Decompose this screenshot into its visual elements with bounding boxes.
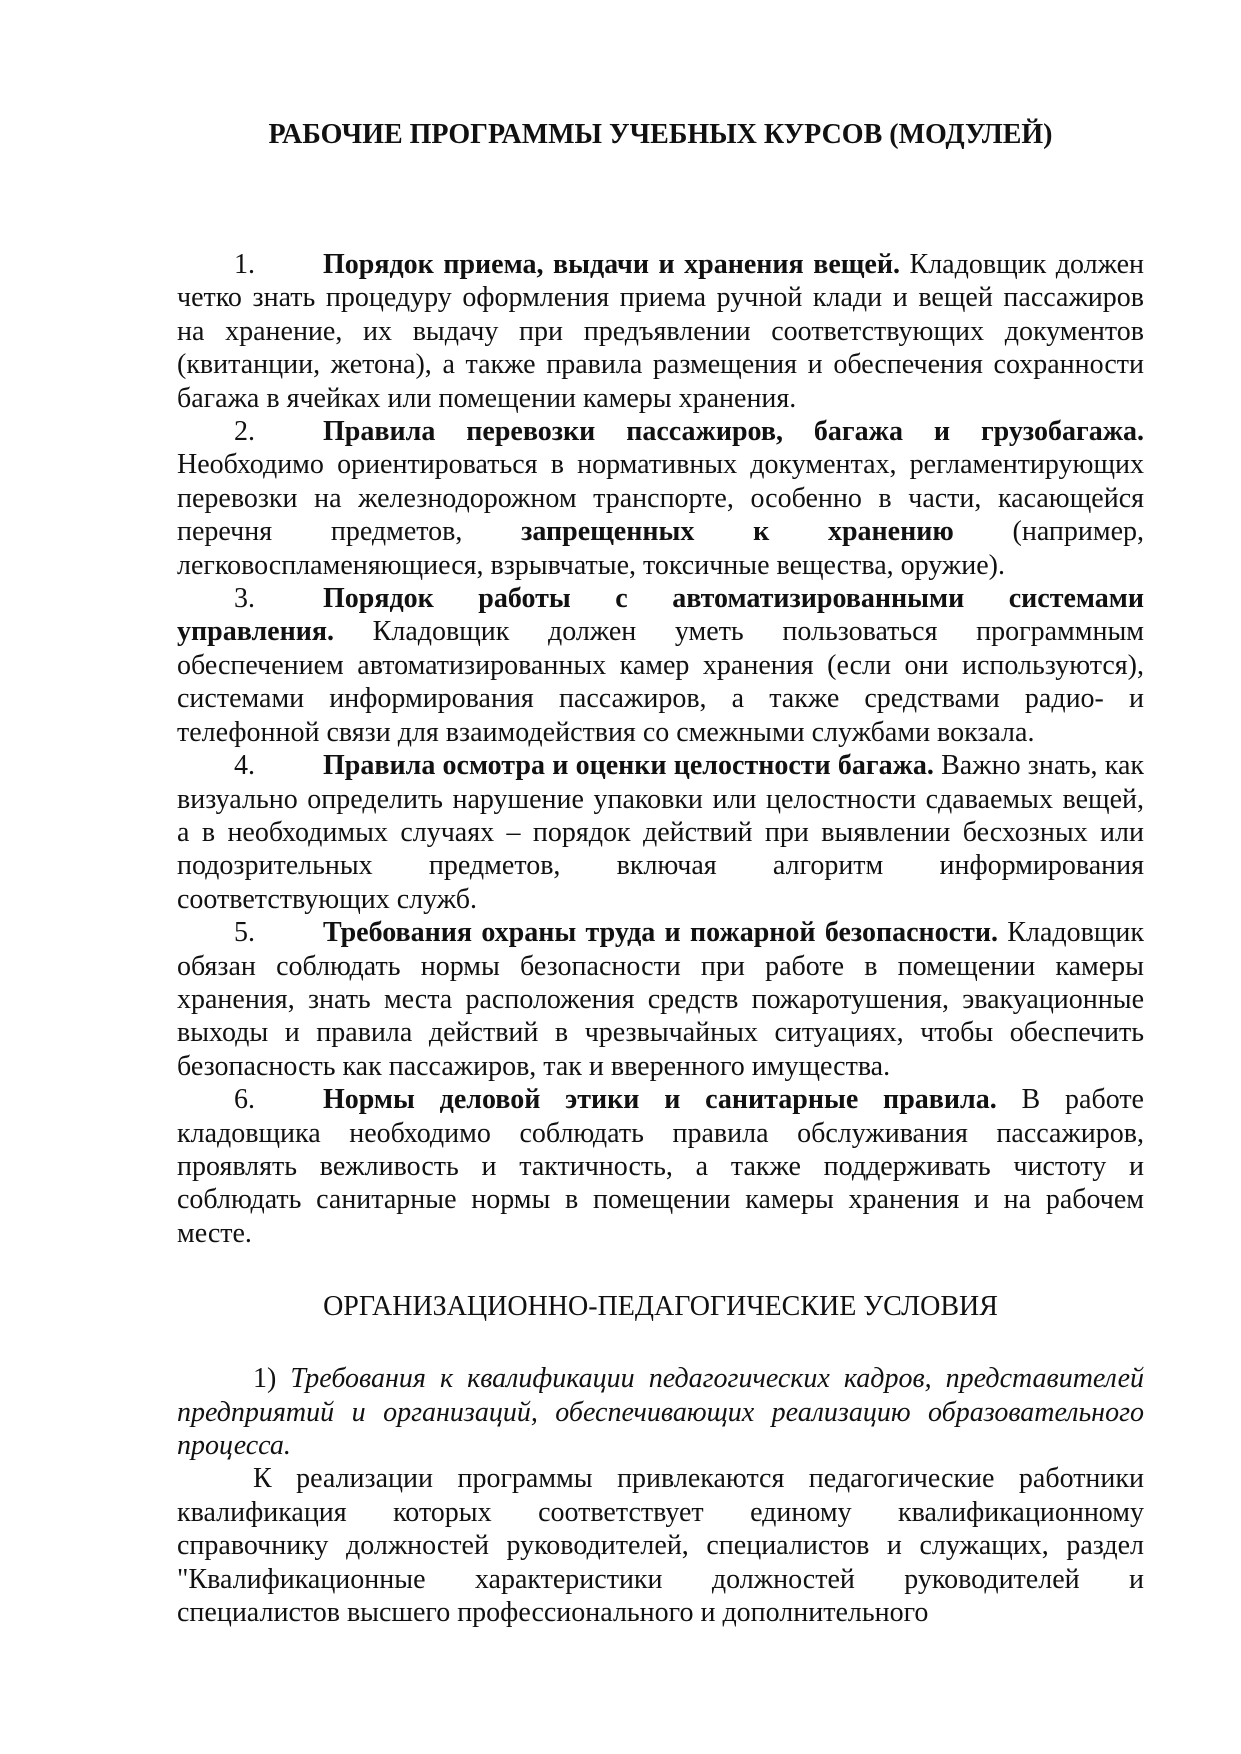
item-heading: Правила осмотра и оценки целостности багажа. bbox=[323, 750, 934, 782]
item-text: В работе кладовщика необходимо соблюдать правила обслуживания пассажиров, проявлять вежливость и тактичность, а также поддерживать чистоту и соблюдать санитарные нормы в помещении камеры хранения и на рабочем месте. bbox=[177, 1084, 1144, 1249]
list-item-4 bbox=[177, 749, 1144, 916]
course-modules-list bbox=[177, 248, 1144, 1250]
item-number: 2. bbox=[234, 416, 255, 448]
list-item-3 bbox=[177, 582, 1144, 749]
item-number: 1. bbox=[234, 249, 255, 280]
section-title: ОРГАНИЗАЦИОННО-ПЕДАГОГИЧЕСКИЕ УСЛОВИЯ bbox=[323, 1291, 998, 1323]
item-text: Важно знать, как визуально определить нарушение упаковки или целостности сдаваемых вещей, а в необходимых случаях – порядок действий при выявлении бесхозных или подозрительных предметов, включая алгоритм информирования соответствующих служб. bbox=[177, 750, 1144, 915]
item-heading: Требования охраны труда и пожарной безопасности. bbox=[323, 917, 998, 949]
page-title: РАБОЧИЕ ПРОГРАММЫ УЧЕБНЫХ КУРСОВ (МОДУЛЕЙ) bbox=[268, 119, 1053, 150]
list-item-2 bbox=[177, 415, 1144, 582]
item-text: Кладовщик должен четко знать процедуру оформления приема ручной клади и вещей пассажиров на хранение, их выдачу при предъявлении соответствующих документов (квитанции, жетона), а также правила размещения и обеспечения сохранности багажа в ячейках или помещении камеры хранения. bbox=[177, 249, 1144, 414]
list-item-1 bbox=[177, 248, 1144, 415]
item-text: Кладовщик должен уметь пользоваться программным обеспечением автоматизированных камер хранения (если они используются), системами информирования пассажиров, а также средствами радио- и телефонной связи для взаимодействия со смежными службами вокзала. bbox=[177, 616, 1144, 748]
item-text: Кладовщик обязан соблюдать нормы безопасности при работе в помещении камеры хранения, знать места расположения средств пожаротушения, эвакуационные выходы и правила действий в чрезвычайных ситуациях, чтобы обеспечить безопасность как пассажиров, так и вверенного имущества. bbox=[177, 917, 1144, 1082]
item-heading: Порядок работы с автоматизированными системами управления. bbox=[177, 583, 1144, 648]
page-content bbox=[177, 118, 1144, 1629]
item-text-after: (например, легковоспламеняющиеся, взрывчатые, токсичные вещества, оружие). bbox=[177, 516, 1144, 581]
item-number: 5. bbox=[234, 917, 255, 949]
item-emphasis: запрещенных к хранению bbox=[521, 516, 954, 548]
item-text: Необходимо ориентироваться в нормативных документах, регламентирующих перевозки на железнодорожном транспорте, особенно в части, касающейся перечня предметов, bbox=[177, 449, 1144, 548]
body-paragraph: К реализации программы привлекаются педагогические работники квалификация которых соответствует единому квалификационному справочнику должностей руководителей, специалистов и служащих, раздел "Квалификационные характеристики должностей руководителей и специалистов высшего профессионального и дополнительного bbox=[177, 1463, 1144, 1629]
subsection-title: Требования к квалификации педагогических кадров, представителей предприятий и организаций, обеспечивающих реализацию образовательного процесса. bbox=[177, 1363, 1144, 1461]
list-item-5 bbox=[177, 916, 1144, 1083]
item-number: 3. bbox=[234, 583, 255, 615]
item-heading: Порядок приема, выдачи и хранения вещей. bbox=[323, 249, 900, 280]
item-heading: Нормы деловой этики и санитарные правила. bbox=[323, 1084, 997, 1116]
item-number: 4. bbox=[234, 750, 255, 782]
list-item-6 bbox=[177, 1083, 1144, 1250]
subsection-heading bbox=[177, 1362, 1144, 1462]
item-number: 6. bbox=[234, 1084, 255, 1116]
item-heading: Правила перевозки пассажиров, багажа и грузобагажа. bbox=[323, 416, 1144, 448]
subsection-number: 1) bbox=[253, 1363, 277, 1395]
